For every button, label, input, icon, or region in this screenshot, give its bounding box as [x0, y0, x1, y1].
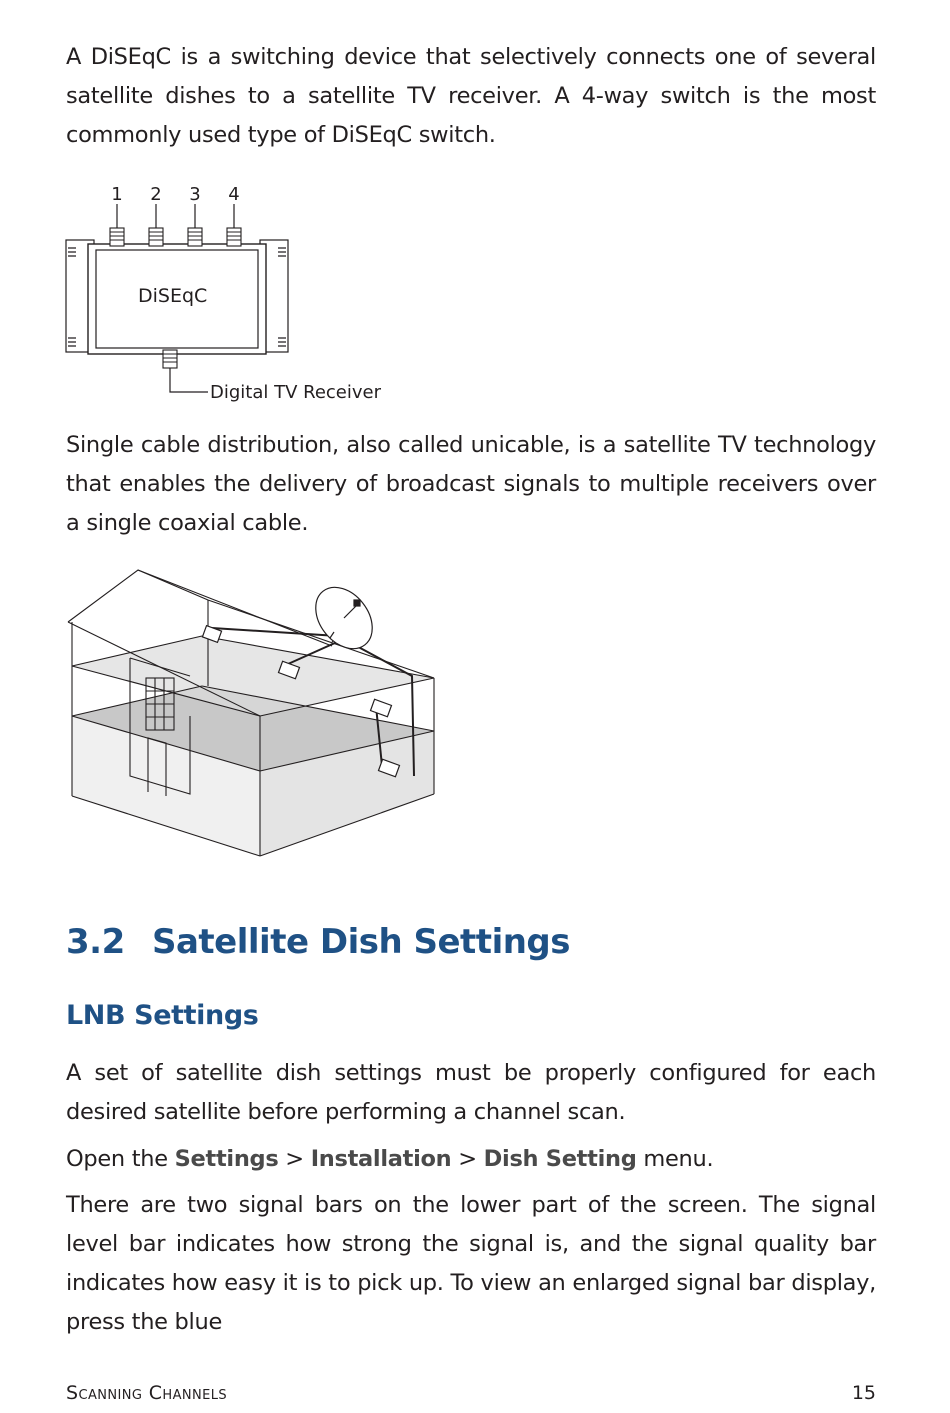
section-number: 3.2 [66, 922, 125, 962]
menu-separator: > [278, 1146, 311, 1172]
menu-item-dish-setting: Dish Setting [483, 1146, 637, 1172]
port-connector-1 [110, 228, 124, 246]
lnb-paragraph: A set of satellite dish settings must be properly configured for each desired satellite before performing a channel scan. [66, 1060, 876, 1125]
menu-item-installation: Installation [310, 1146, 452, 1172]
receiver-icon [370, 699, 391, 716]
footer-page-number: 15 [851, 1382, 876, 1404]
menu-path-paragraph [66, 1140, 876, 1179]
port-connector-3 [188, 228, 202, 246]
port-label-2: 2 [150, 184, 162, 205]
diseqc-diagram [60, 178, 390, 408]
unicable-house-illustration [62, 566, 442, 862]
port-label-3: 3 [189, 184, 201, 205]
section-title: Satellite Dish Settings [152, 922, 570, 962]
device-label: DiSEqC [138, 285, 208, 307]
menu-path-suffix: menu. [636, 1146, 714, 1172]
menu-separator: > [451, 1146, 484, 1172]
port-connector-4 [227, 228, 241, 246]
port-label-1: 1 [111, 184, 123, 205]
section-heading [66, 922, 570, 962]
satellite-dish-icon [304, 576, 384, 659]
port-connector-2 [149, 228, 163, 246]
menu-item-settings: Settings [174, 1146, 279, 1172]
output-label: Digital TV Receiver [210, 382, 381, 403]
port-label-4: 4 [228, 184, 240, 205]
output-connector [163, 350, 177, 368]
menu-path-prefix: Open the [66, 1146, 175, 1172]
unicable-paragraph: Single cable distribution, also called unicable, is a satellite TV technology that enables the delivery of broadcast signals to multiple receivers over a single coaxial cable. [66, 432, 876, 536]
subsection-heading: LNB Settings [66, 1000, 259, 1031]
intro-paragraph: A DiSEqC is a switching device that selectively connects one of several satellite dishes to a satellite TV receiver. A 4-way switch is the most commonly used type of DiSEqC switch. [66, 44, 876, 148]
footer-chapter: Scanning Channels [66, 1382, 228, 1404]
signal-paragraph: There are two signal bars on the lower part of the screen. The signal level bar indicates how strong the signal is, and the signal quality bar indicates how easy it is to pick up. To view an enlarged signal bar display, press the blue [66, 1192, 876, 1335]
